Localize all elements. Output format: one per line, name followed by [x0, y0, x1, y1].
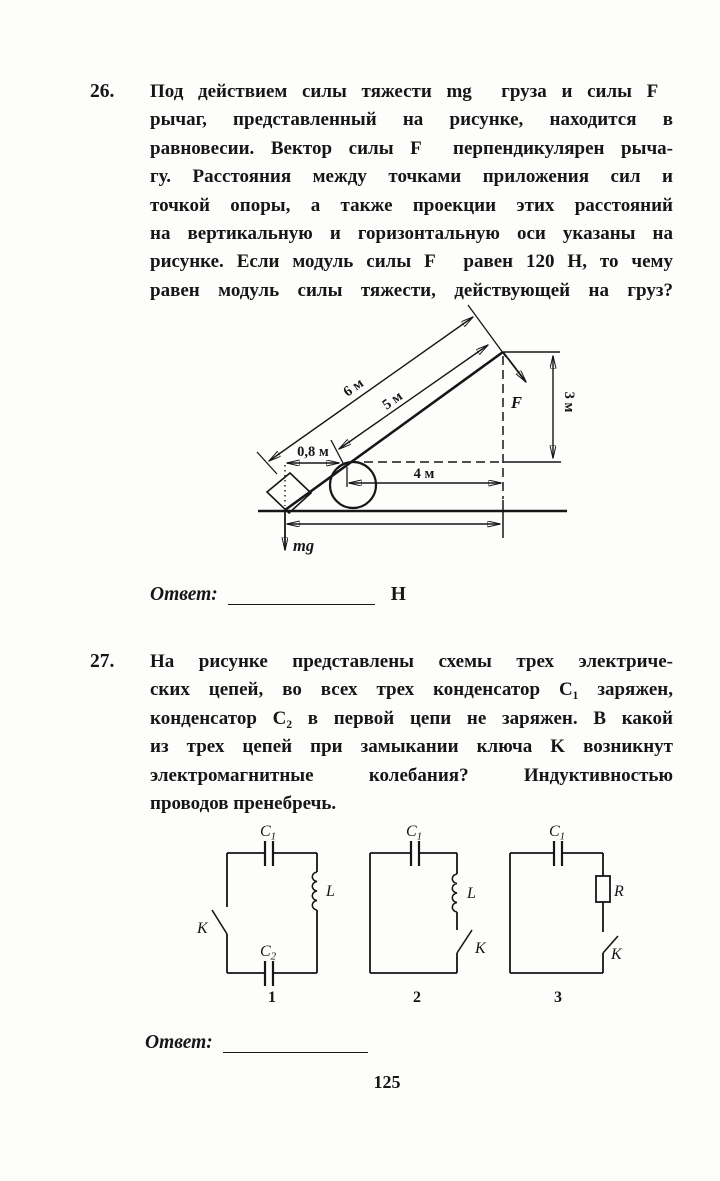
lever-figure: [220, 300, 680, 585]
answer-label: Ответ:: [145, 1032, 213, 1053]
dim-4m-label: 4 м: [413, 466, 435, 482]
answer-blank-line[interactable]: [223, 1052, 368, 1053]
rod-tip-tick: [468, 305, 506, 357]
answer-unit: Н: [390, 584, 406, 605]
force-f-label: F⃗: [511, 393, 535, 412]
circuit-index: 2: [413, 989, 421, 1006]
lever-rod: [285, 352, 503, 510]
circuit-3-wires: [510, 853, 603, 973]
problem-26-text: [150, 78, 673, 305]
problem-26-line: рисунке. Если модуль силы F⃗ равен 120 Н, то чему: [150, 251, 673, 273]
dim-5m-line: [339, 345, 488, 449]
capacitor-c1-label: $C_1$: [549, 823, 566, 843]
problem-26-line: гу. Расстояния между точками приложения сил и: [150, 166, 673, 188]
problem-26-line: на вертикальную и горизонтальную оси указаны на: [150, 222, 673, 244]
capacitor-c1-label: $C_1$: [260, 823, 277, 843]
problem-27-line: электромагнитные колебания? Индуктивностью: [150, 764, 673, 786]
circuit-index: 3: [554, 989, 562, 1006]
problem-27-line: ских цепей, во всех трех конденсатор C₁ заряжен,: [150, 679, 673, 701]
answer-label: Ответ:: [150, 584, 218, 605]
inductor-coil: [312, 872, 317, 910]
switch-blade: [212, 910, 227, 934]
weight-mg-label: mg⃗: [293, 536, 327, 555]
circuit-3: [510, 823, 624, 1006]
inductor-coil: [452, 874, 457, 912]
problem-26-line: точкой опоры, а также проекции этих расстояний: [150, 194, 673, 216]
dim-3m-label: 3 м: [561, 391, 577, 413]
problem-27-line: проводов пренебречь.: [150, 792, 337, 814]
answer-blank-line[interactable]: [228, 604, 375, 605]
problem-27-line: На рисунке представлены схемы трех электриче-: [150, 651, 673, 672]
problem-27-number: 27.: [90, 651, 115, 672]
answer-row-27: [145, 1032, 368, 1054]
circuit-index: 1: [268, 989, 276, 1006]
force-f-arrow: [503, 352, 526, 382]
circuits-figure: [190, 820, 640, 1012]
inductor-label: L: [326, 883, 335, 900]
switch-label: K: [475, 940, 486, 957]
problem-26-line: равновесии. Вектор силы F⃗ перпендикулярен рыча-: [150, 137, 673, 159]
switch-label: K: [611, 946, 622, 963]
problem-27-line: конденсатор C₂ в первой цепи не заряжен. В какой: [150, 707, 673, 729]
problem-26-line: рычаг, представленный на рисунке, находится в: [150, 109, 673, 131]
switch-label: K: [197, 920, 208, 937]
capacitor-c2-label: $C_2$: [260, 943, 277, 963]
dim-6m-line: [269, 317, 473, 461]
page-number: 125: [373, 1072, 401, 1092]
problem-27-text: [150, 648, 673, 818]
fulcrum-circle: [330, 462, 376, 508]
resistor-label: R: [614, 883, 624, 900]
capacitor-c1-label: $C_1$: [406, 823, 423, 843]
inductor-label: L: [467, 885, 476, 902]
circuit-2: [370, 823, 487, 1006]
answer-row-26: [150, 584, 406, 606]
dim-6m-label: 6 м: [340, 375, 367, 401]
problem-27-line: из трех цепей при замыкании ключа K возникнут: [150, 736, 673, 758]
circuit-1: [196, 823, 335, 1006]
problem-26-line: равен модуль силы тяжести, действующей на груз?: [150, 279, 673, 301]
dim-5m-label: 5 м: [379, 388, 406, 414]
resistor-box: [596, 876, 610, 902]
dim-5m-tick: [331, 440, 343, 463]
circuit-2-wires: [370, 853, 457, 973]
switch-blade: [457, 930, 472, 953]
dim-08m-label: 0,8 м: [297, 444, 329, 460]
dim-6m-tick: [257, 452, 277, 474]
problem-26-number: 26.: [90, 81, 115, 102]
problem-26-line: Под действием силы тяжести mg⃗ груза и силы F⃗: [150, 81, 673, 102]
